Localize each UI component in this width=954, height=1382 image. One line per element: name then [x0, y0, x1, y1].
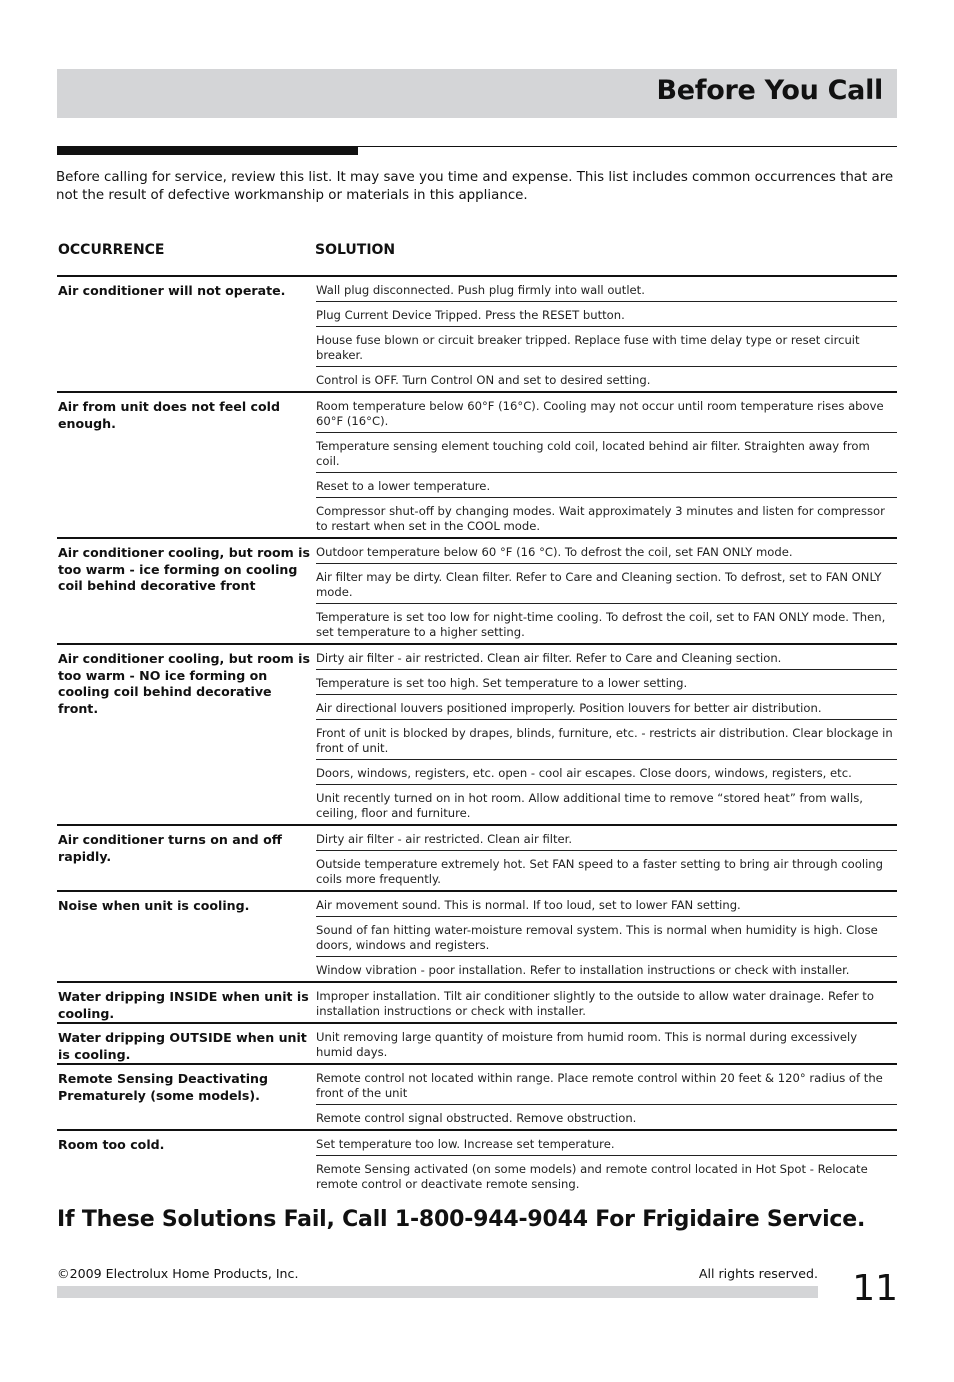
- page-title: Before You Call: [656, 75, 883, 106]
- solution-item: Doors, windows, registers, etc. open - cool air escapes. Close doors, windows, registers, etc.: [316, 759, 897, 784]
- solutions-list: [316, 645, 897, 824]
- occurrence-cell: Remote Sensing Deactivating Prematurely (some models).: [58, 1071, 269, 1103]
- page-number: 11: [852, 1268, 898, 1309]
- service-call-line: If These Solutions Fail, Call 1-800-944-9044 For Frigidaire Service.: [57, 1207, 866, 1232]
- header-band: [57, 69, 897, 118]
- solution-item: Sound of fan hitting water-moisture removal system. This is normal when humidity is high. Close doors, windows and registers.: [316, 916, 897, 956]
- occurrence-cell: Air from unit does not feel cold enough.: [58, 399, 280, 431]
- table-row: [57, 1063, 897, 1129]
- solution-item: Front of unit is blocked by drapes, blinds, furniture, etc. - restricts air distribution. Clear blockage in front of unit.: [316, 719, 897, 759]
- solution-item: Unit recently turned on in hot room. Allow additional time to remove “stored heat” from walls, ceiling, floor and furniture.: [316, 784, 897, 824]
- divider-thick: [57, 147, 358, 155]
- solution-item: Temperature is set too low for night-time cooling. To defrost the coil, set to FAN ONLY mode. Then, set temperature to a higher setting.: [316, 603, 897, 643]
- table-row: [57, 890, 897, 981]
- solution-item: Temperature is set too high. Set temperature to a lower setting.: [316, 669, 897, 694]
- table-row: [57, 391, 897, 537]
- occurrence-cell: Noise when unit is cooling.: [58, 898, 250, 913]
- solutions-list: [316, 277, 897, 391]
- solution-item: Window vibration - poor installation. Refer to installation instructions or check with installer.: [316, 956, 897, 981]
- solution-item: Air movement sound. This is normal. If too loud, set to lower FAN setting.: [316, 898, 741, 912]
- occurrence-cell: Air conditioner will not operate.: [58, 283, 286, 298]
- intro-paragraph: Before calling for service, review this list. It may save you time and expense. This list includes common occurrences that are not the result of defective workmanship or materials in this appliance.: [56, 170, 894, 203]
- occurrence-cell: Water dripping OUTSIDE when unit is cooling.: [58, 1030, 307, 1062]
- occurrence-cell: Water dripping INSIDE when unit is cooling.: [58, 989, 309, 1021]
- occurrence-cell: Air conditioner cooling, but room is too warm - NO ice forming on cooling coil behind decorative front.: [58, 651, 310, 716]
- occurrence-cell: Air conditioner turns on and off rapidly.: [58, 832, 282, 864]
- solution-column-header: SOLUTION: [315, 242, 396, 258]
- solution-item: Outside temperature extremely hot. Set FAN speed to a faster setting to bring air through cooling coils more frequently.: [316, 850, 897, 890]
- table-row: [57, 981, 897, 1022]
- solution-item: Remote Sensing activated (on some models) and remote control located in Hot Spot - Relocate remote control or deactivate remote sensing.: [316, 1155, 897, 1195]
- solutions-list: [316, 826, 897, 890]
- troubleshooting-table: [57, 275, 897, 1195]
- solution-item: Air filter may be dirty. Clean filter. Refer to Care and Cleaning section. To defrost, set to FAN ONLY mode.: [316, 563, 897, 603]
- copyright-text: ©2009 Electrolux Home Products, Inc.: [57, 1266, 299, 1281]
- solutions-list: [316, 539, 897, 643]
- table-row: [57, 643, 897, 824]
- occurrence-column-header: OCCURRENCE: [58, 242, 165, 258]
- solution-item: Plug Current Device Tripped. Press the RESET button.: [316, 301, 897, 326]
- solution-item: Temperature sensing element touching cold coil, located behind air filter. Straighten away from coil.: [316, 432, 897, 472]
- solution-item: Unit removing large quantity of moisture from humid room. This is normal during excessively humid days.: [316, 1030, 858, 1060]
- footer-band: [57, 1286, 818, 1298]
- solution-item: Air directional louvers positioned improperly. Position louvers for better air distribution.: [316, 694, 897, 719]
- table-row: [57, 1022, 897, 1063]
- solution-item: Reset to a lower temperature.: [316, 472, 897, 497]
- solution-item: Outdoor temperature below 60 °F (16 °C). To defrost the coil, set FAN ONLY mode.: [316, 545, 793, 559]
- occurrence-cell: Air conditioner cooling, but room is too warm - ice forming on cooling coil behind decorative front: [58, 545, 310, 594]
- solution-item: House fuse blown or circuit breaker tripped. Replace fuse with time delay type or reset circuit breaker.: [316, 326, 897, 366]
- solutions-list: [316, 393, 897, 537]
- solution-item: Remote control signal obstructed. Remove obstruction.: [316, 1104, 897, 1129]
- solution-item: Control is OFF. Turn Control ON and set to desired setting.: [316, 366, 897, 391]
- table-row: [57, 824, 897, 890]
- solution-item: Set temperature too low. Increase set temperature.: [316, 1137, 615, 1152]
- solution-item: Remote control not located within range. Place remote control within 20 feet & 120° radius of the front of the unit: [316, 1071, 883, 1101]
- rights-text: All rights reserved.: [698, 1266, 818, 1281]
- solution-item: Room temperature below 60°F (16°C). Cooling may not occur until room temperature rises above 60°F (16°C).: [316, 399, 884, 428]
- table-row: [57, 275, 897, 391]
- solution-item: Improper installation. Tilt air conditioner slightly to the outside to allow water drainage. Refer to installation instructions or check with installer.: [316, 989, 874, 1018]
- solution-item: Wall plug disconnected. Push plug firmly into wall outlet.: [316, 283, 645, 297]
- solutions-list: [316, 1065, 897, 1129]
- occurrence-cell: Room too cold.: [58, 1137, 165, 1153]
- solutions-list: [316, 983, 897, 1022]
- solutions-list: [316, 1024, 897, 1063]
- solutions-list: [316, 1131, 897, 1195]
- solution-item: Dirty air filter - air restricted. Clean air filter. Refer to Care and Cleaning section.: [316, 651, 782, 665]
- solution-item: Dirty air filter - air restricted. Clean air filter.: [316, 832, 573, 846]
- table-row: [57, 1129, 897, 1195]
- solution-item: Compressor shut-off by changing modes. Wait approximately 3 minutes and listen for compressor to restart when set in the COOL mode.: [316, 497, 897, 537]
- solutions-list: [316, 892, 897, 981]
- table-row: [57, 537, 897, 643]
